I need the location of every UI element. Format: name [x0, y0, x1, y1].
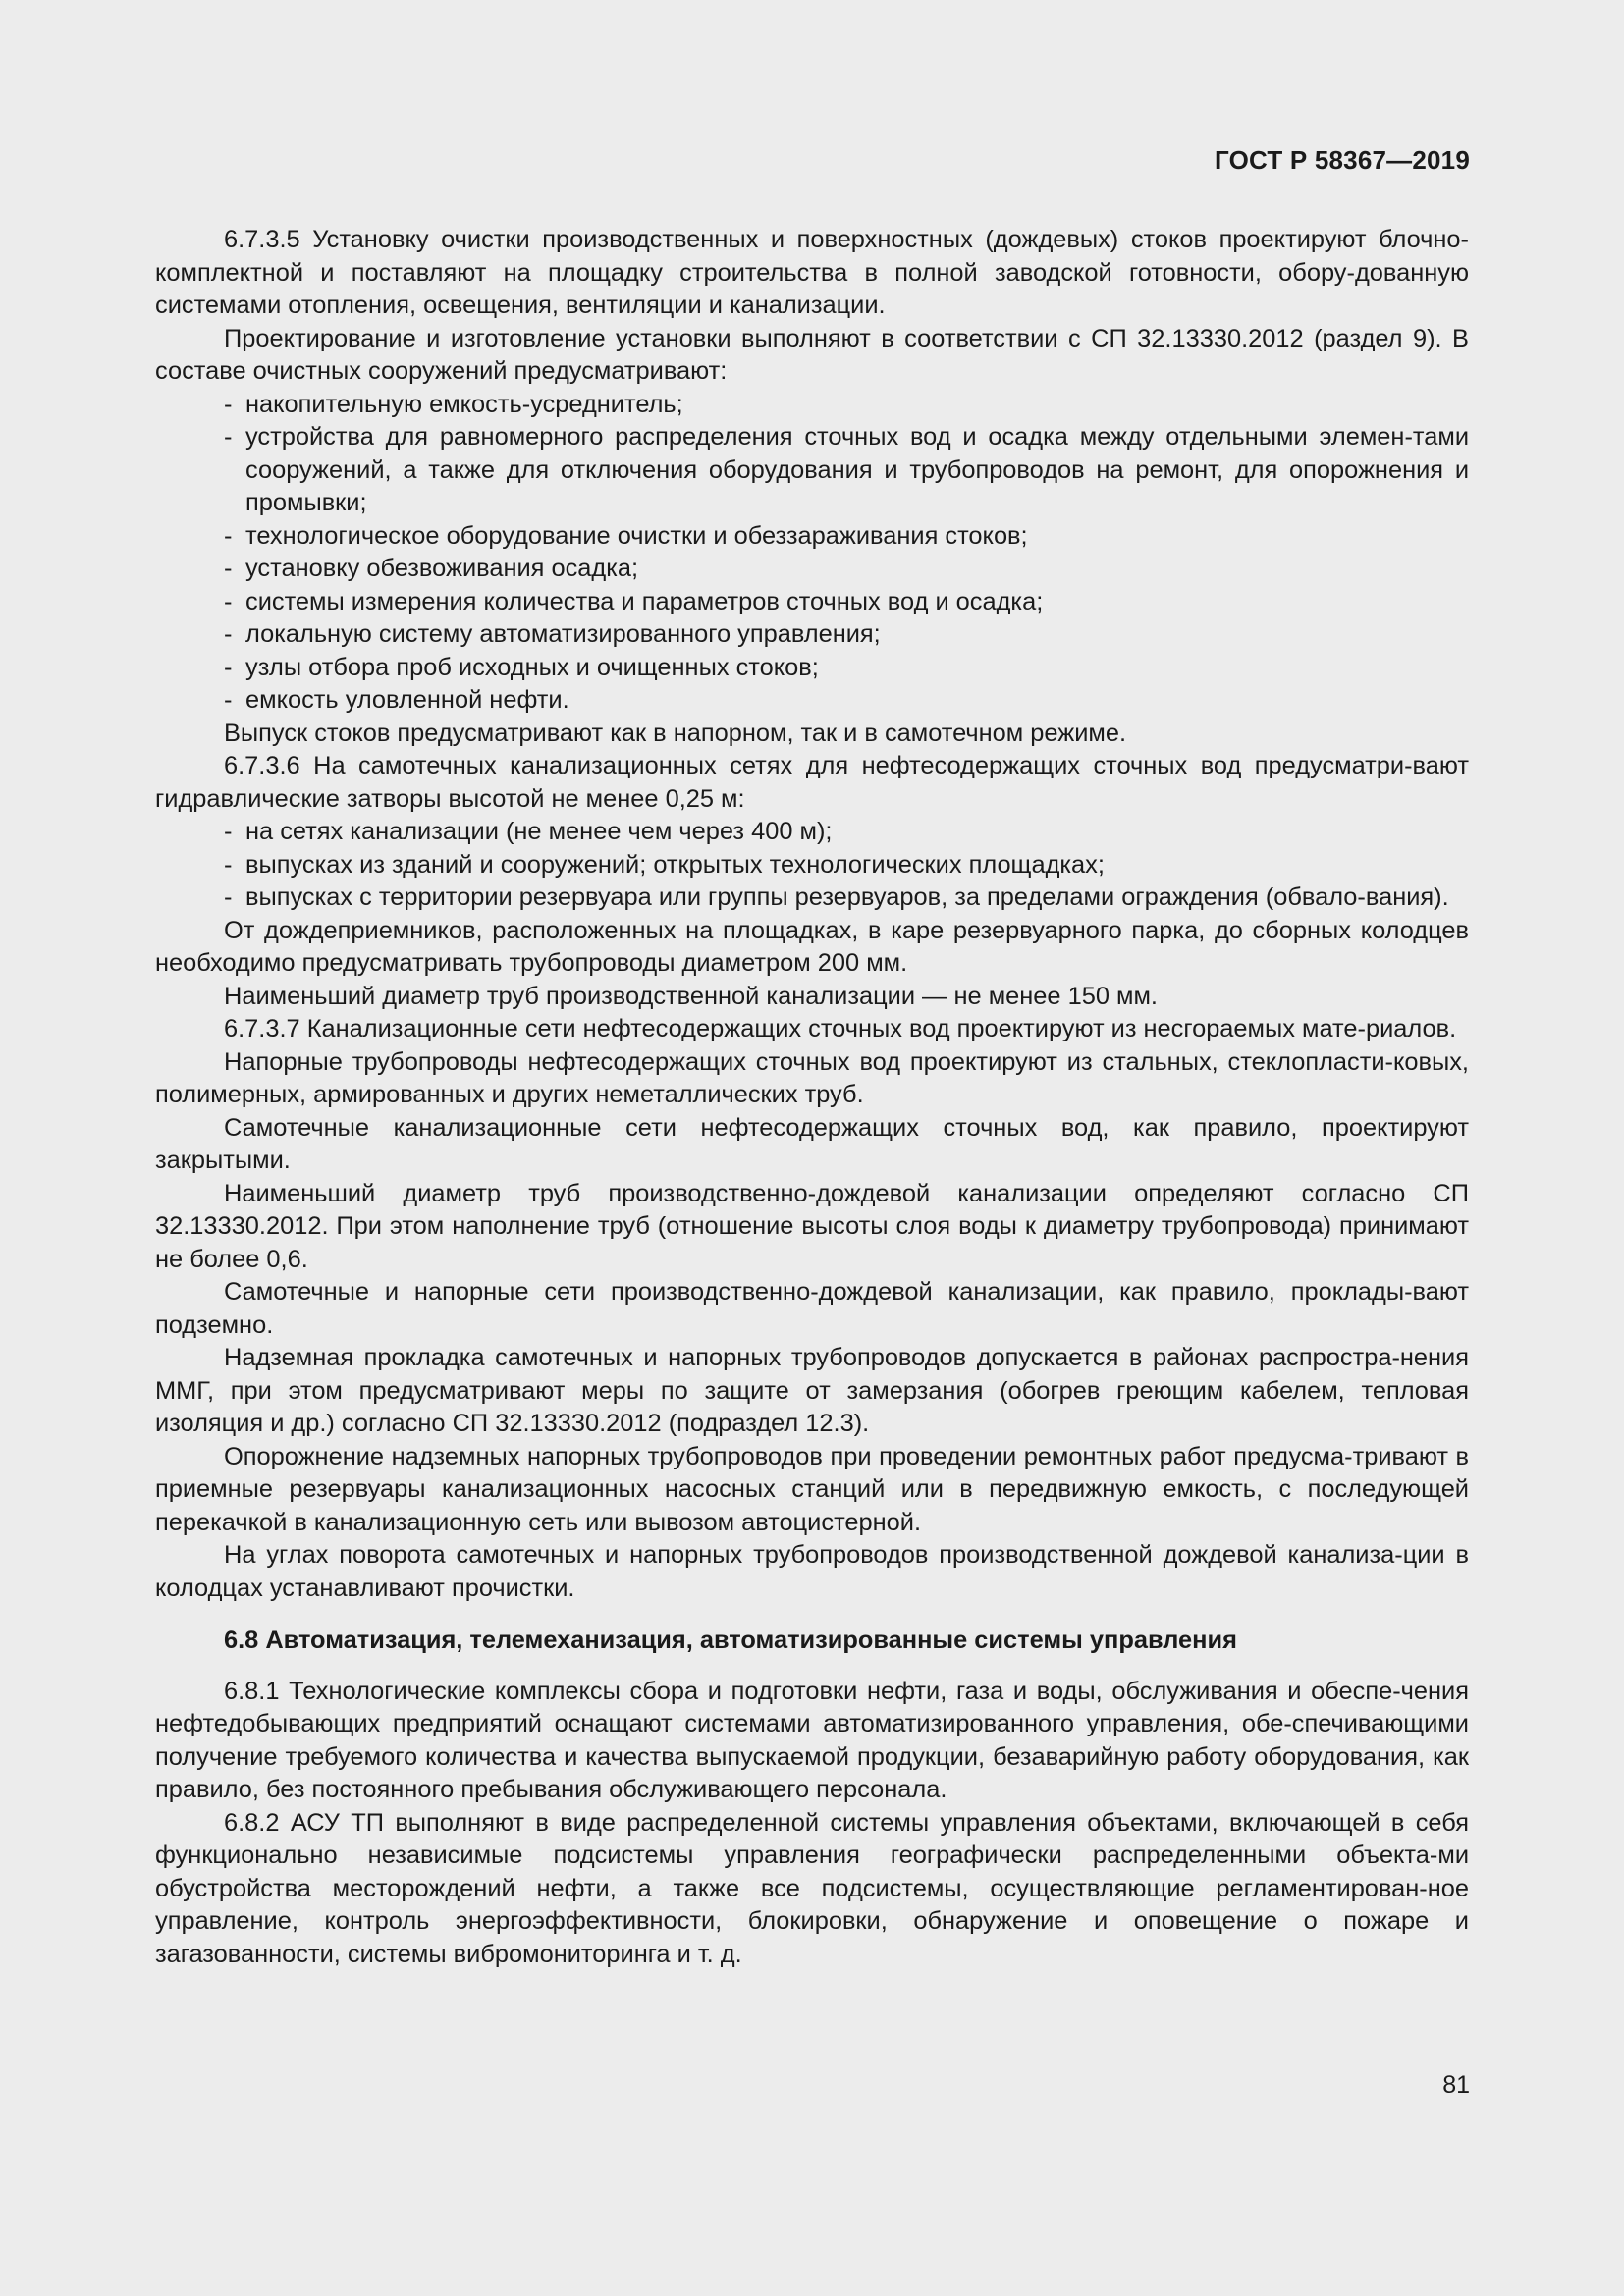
list-dash: - [224, 555, 233, 582]
list-dash: - [224, 686, 233, 714]
list-item: - устройства для равномерного распределения сточных вод и осадка между отдельными элемен-тами сооружений, а также для отключения оборудования и трубопроводов на ремонт, для опорожнения и промывки; [224, 423, 1469, 516]
document-code-header: ГОСТ Р 58367—2019 [1215, 145, 1470, 175]
treatment-facilities-list [155, 389, 1469, 718]
paragraph-rain-inlets: От дождеприемников, расположенных на площадках, в каре резервуарного парка, до сборных колодцев необходимо предусматривать трубопроводы диаметром 200 мм. [155, 916, 1469, 977]
list-dash: - [224, 883, 233, 911]
paragraph-pressure-pipes: Напорные трубопроводы нефтесодержащих сточных вод проектируют из стальных, стеклопласти-ковых, полимерных, армированных и других неметаллических труб. [155, 1047, 1469, 1108]
page-number: 81 [1442, 2071, 1470, 2099]
list-dash: - [224, 587, 233, 615]
list-dash: - [224, 850, 233, 879]
list-item: - узлы отбора проб исходных и очищенных стоков; [155, 652, 1469, 685]
paragraph-corners: На углах поворота самотечных и напорных трубопроводов производственной дождевой канализа-ции в колодцах устанавливают прочистки. [155, 1541, 1469, 1602]
paragraph-min-diameter: Наименьший диаметр труб производственной канализации — не менее 150 мм. [224, 982, 1158, 1010]
paragraph-gravity-networks: Самотечные канализационные сети нефтесодержащих сточных вод, как правило, проектируют закрытыми. [155, 1113, 1469, 1174]
list-item: - выпусках с территории резервуара или группы резервуаров, за пределами ограждения (обвало-вания). [155, 881, 1469, 915]
main-text [155, 224, 1469, 1971]
list-item: - на сетях канализации (не менее чем через 400 м); [155, 816, 1469, 849]
list-item: - системы измерения количества и параметров сточных вод и осадка; [155, 586, 1469, 619]
paragraph-min-diameter-storm: Наименьший диаметр труб производственно-дождевой канализации определяют согласно СП 32.13330.2012. При этом наполнение труб (отношение высоты слоя воды к диаметру трубопровода) принимают не более 0,6. [155, 1179, 1469, 1273]
paragraph-above-ground: Надземная прокладка самотечных и напорных трубопроводов допускается в районах распростра-нения ММГ, при этом предусматривают меры по защите от замерзания (обогрев греющим кабелем, тепловая изоляция и др.) согласно СП 32.13330.2012 (подраздел 12.3). [155, 1344, 1469, 1437]
paragraph-6-8-2: 6.8.2 АСУ ТП выполняют в виде распределенной системы управления объектами, включающей в себя функционально независимые подсистемы управления географически распределенными объекта-ми обустройства месторождений нефти, а также все подсистемы, осуществляющие регламентирован-ное управление, контроль энергоэффективности, блокировки, обнаружение и оповещение о пожаре и загазованности, системы вибромониторинга и т. д. [155, 1808, 1469, 1968]
list-dash: - [224, 818, 233, 845]
list-item: - емкость уловленной нефти. [155, 684, 1469, 718]
paragraph-release: Выпуск стоков предусматривают как в напорном, так и в самотечном режиме. [224, 719, 1127, 747]
hydraulic-seals-list [155, 816, 1469, 915]
list-dash: - [224, 423, 233, 451]
paragraph-underground: Самотечные и напорные сети производственно-дождевой канализации, как правило, проклады-вают подземно. [155, 1278, 1469, 1339]
paragraph-6-7-3-7: 6.7.3.7 Канализационные сети нефтесодержащих сточных вод проектируют из несгораемых мате-риалов. [224, 1015, 1457, 1042]
list-dash: - [224, 620, 233, 648]
list-item: - установку обезвоживания осадка; [155, 553, 1469, 586]
list-item: - накопительную емкость-усреднитель; [155, 389, 1469, 422]
paragraph-6-7-3-6: 6.7.3.6 На самотечных канализационных сетях для нефтесодержащих сточных вод предусматри-вают гидравлические затворы высотой не менее 0,25 м: [155, 752, 1469, 813]
list-dash: - [224, 390, 233, 418]
paragraph-6-7-3-5: 6.7.3.5 Установку очистки производственных и поверхностных (дождевых) стоков проектируют блочно-комплектной и поставляют на площадку строительства в полной заводской готовности, обору-дованную системами отопления, освещения, вентиляции и канализации. [155, 226, 1469, 319]
list-dash: - [224, 653, 233, 681]
list-item: - выпусках из зданий и сооружений; открытых технологических площадках; [155, 849, 1469, 882]
paragraph-design: Проектирование и изготовление установки выполняют в соответствии с СП 32.13330.2012 (раздел 9). В составе очистных сооружений предусматривают: [155, 324, 1469, 385]
list-item: - локальную систему автоматизированного управления; [155, 618, 1469, 652]
list-item: - технологическое оборудование очистки и обеззараживания стоков; [155, 520, 1469, 554]
paragraph-6-8-1: 6.8.1 Технологические комплексы сбора и подготовки нефти, газа и воды, обслуживания и обеспе-чения нефтедобывающих предприятий оснащают системами автоматизированного управления, обе-спечивающими получение требуемого количества и качества выпускаемой продукции, безаварийную работу оборудования, как правило, без постоянного пребывания обслуживающего персонала. [155, 1677, 1469, 1803]
list-dash: - [224, 521, 233, 550]
section-title-6-8: 6.8 Автоматизация, телемеханизация, автоматизированные системы управления [224, 1627, 1237, 1654]
paragraph-emptying: Опорожнение надземных напорных трубопроводов при проведении ремонтных работ предусма-тривают в приемные резервуары канализационных насосных станций или в передвижную емкость, с последующей перекачкой в канализационную сеть или вывозом автоцистерной. [155, 1442, 1469, 1536]
